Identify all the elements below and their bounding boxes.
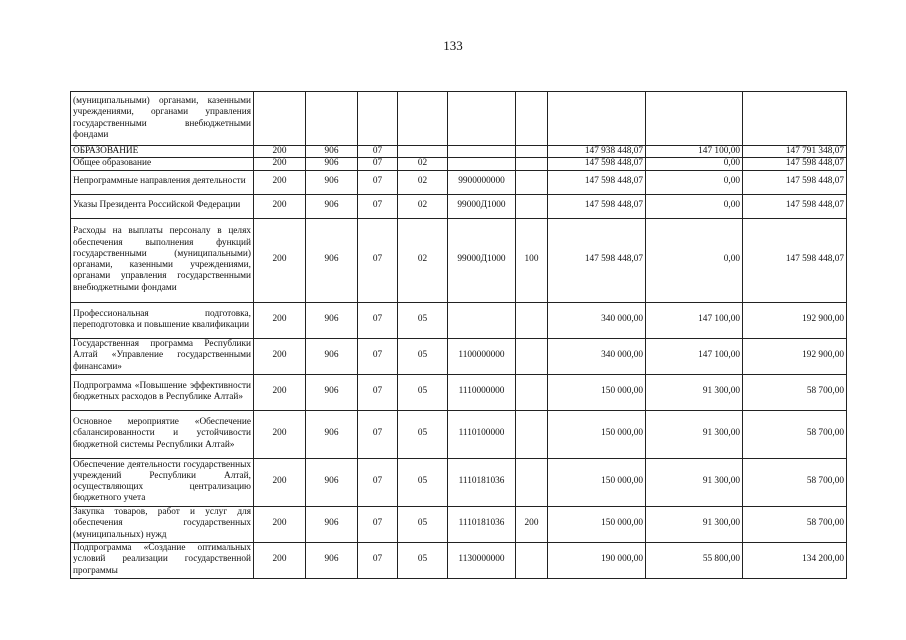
subsection-code: 02 <box>398 218 448 302</box>
expense-type-code <box>516 374 548 410</box>
row-name: Подпрограмма «Создание оптимальных условий реализации государственной программы <box>71 542 254 578</box>
admin-code: 200 <box>254 158 306 170</box>
department-code: 906 <box>306 158 358 170</box>
amount-3: 58 700,00 <box>743 374 847 410</box>
amount-total: 147 938 448,07 <box>548 146 646 158</box>
admin-code: 200 <box>254 506 306 542</box>
department-code: 906 <box>306 170 358 194</box>
amount-2: 91 300,00 <box>646 458 743 506</box>
subsection-code: 05 <box>398 542 448 578</box>
expense-type-code <box>516 146 548 158</box>
amount-2: 91 300,00 <box>646 410 743 458</box>
row-name: Общее образование <box>71 158 254 170</box>
admin-code: 200 <box>254 146 306 158</box>
amount-total: 340 000,00 <box>548 338 646 374</box>
section-code: 07 <box>358 542 398 578</box>
target-article-code: 1110181036 <box>448 458 516 506</box>
department-code: 906 <box>306 302 358 338</box>
table-body <box>71 92 847 579</box>
expense-type-code <box>516 92 548 146</box>
section-code: 07 <box>358 374 398 410</box>
page-number: 133 <box>443 38 463 53</box>
row-name: Непрограммные направления деятельности <box>71 170 254 194</box>
row-name: Указы Президента Российской Федерации <box>71 194 254 218</box>
target-article-code: 1110100000 <box>448 410 516 458</box>
subsection-code: 05 <box>398 302 448 338</box>
amount-total: 147 598 448,07 <box>548 170 646 194</box>
admin-code: 200 <box>254 542 306 578</box>
subsection-code: 05 <box>398 410 448 458</box>
expense-type-code <box>516 410 548 458</box>
subsection-code <box>398 146 448 158</box>
expense-type-code <box>516 542 548 578</box>
amount-3: 192 900,00 <box>743 338 847 374</box>
section-code <box>358 92 398 146</box>
target-article-code <box>448 302 516 338</box>
amount-2: 147 100,00 <box>646 146 743 158</box>
section-code: 07 <box>358 194 398 218</box>
subsection-code: 05 <box>398 374 448 410</box>
amount-total: 147 598 448,07 <box>548 194 646 218</box>
target-article-code <box>448 158 516 170</box>
target-article-code: 99000Д1000 <box>448 194 516 218</box>
admin-code: 200 <box>254 194 306 218</box>
target-article-code: 1100000000 <box>448 338 516 374</box>
target-article-code: 99000Д1000 <box>448 218 516 302</box>
department-code: 906 <box>306 374 358 410</box>
expense-type-code <box>516 194 548 218</box>
row-name: Расходы на выплаты персоналу в целях обеспечения выполнения функций государственными (муниципальными) органами, казенными учреждениями, органами управления государственными внебюджетными фондами <box>71 218 254 302</box>
amount-2 <box>646 92 743 146</box>
admin-code: 200 <box>254 410 306 458</box>
table-row <box>71 218 847 302</box>
table-row <box>71 458 847 506</box>
subsection-code: 02 <box>398 158 448 170</box>
section-code: 07 <box>358 506 398 542</box>
amount-total: 340 000,00 <box>548 302 646 338</box>
subsection-code <box>398 92 448 146</box>
admin-code: 200 <box>254 374 306 410</box>
table-row <box>71 410 847 458</box>
amount-2: 91 300,00 <box>646 374 743 410</box>
amount-3: 147 598 448,07 <box>743 194 847 218</box>
amount-3: 147 598 448,07 <box>743 218 847 302</box>
target-article-code: 9900000000 <box>448 170 516 194</box>
subsection-code: 05 <box>398 506 448 542</box>
department-code <box>306 92 358 146</box>
amount-2: 0,00 <box>646 158 743 170</box>
row-name: Закупка товаров, работ и услуг для обеспечения государственных (муниципальных) нужд <box>71 506 254 542</box>
row-name: Подпрограмма «Повышение эффективности бюджетных расходов в Республике Алтай» <box>71 374 254 410</box>
expense-type-code: 200 <box>516 506 548 542</box>
amount-total: 190 000,00 <box>548 542 646 578</box>
section-code: 07 <box>358 170 398 194</box>
amount-2: 147 100,00 <box>646 338 743 374</box>
subsection-code: 05 <box>398 458 448 506</box>
section-code: 07 <box>358 458 398 506</box>
expense-type-code: 100 <box>516 218 548 302</box>
amount-2: 147 100,00 <box>646 302 743 338</box>
subsection-code: 05 <box>398 338 448 374</box>
department-code: 906 <box>306 194 358 218</box>
row-name: ОБРАЗОВАНИЕ <box>71 146 254 158</box>
table-row <box>71 194 847 218</box>
expense-type-code <box>516 170 548 194</box>
amount-total: 147 598 448,07 <box>548 218 646 302</box>
expense-type-code <box>516 458 548 506</box>
row-name: (муниципальными) органами, казенными учреждениями, органами управления государственными внебюджетными фондами <box>71 92 254 146</box>
section-code: 07 <box>358 302 398 338</box>
amount-3: 58 700,00 <box>743 410 847 458</box>
expense-type-code <box>516 302 548 338</box>
row-name: Основное мероприятие «Обеспечение сбалансированности и устойчивости бюджетной системы Республики Алтай» <box>71 410 254 458</box>
amount-2: 0,00 <box>646 218 743 302</box>
table-row <box>71 338 847 374</box>
section-code: 07 <box>358 158 398 170</box>
amount-2: 55 800,00 <box>646 542 743 578</box>
target-article-code <box>448 92 516 146</box>
amount-total: 150 000,00 <box>548 506 646 542</box>
amount-3: 58 700,00 <box>743 458 847 506</box>
table-row <box>71 92 847 146</box>
section-code: 07 <box>358 338 398 374</box>
expense-type-code <box>516 338 548 374</box>
department-code: 906 <box>306 218 358 302</box>
subsection-code: 02 <box>398 194 448 218</box>
row-name: Обеспечение деятельности государственных учреждений Республики Алтай, осуществляющих централизацию бюджетного учета <box>71 458 254 506</box>
amount-2: 91 300,00 <box>646 506 743 542</box>
amount-3: 147 598 448,07 <box>743 158 847 170</box>
department-code: 906 <box>306 410 358 458</box>
amount-total: 150 000,00 <box>548 374 646 410</box>
admin-code: 200 <box>254 302 306 338</box>
amount-2: 0,00 <box>646 170 743 194</box>
amount-total <box>548 92 646 146</box>
admin-code: 200 <box>254 338 306 374</box>
section-code: 07 <box>358 218 398 302</box>
amount-2: 0,00 <box>646 194 743 218</box>
amount-3: 134 200,00 <box>743 542 847 578</box>
table-row <box>71 170 847 194</box>
amount-3: 147 791 348,07 <box>743 146 847 158</box>
amount-3: 58 700,00 <box>743 506 847 542</box>
target-article-code: 1110000000 <box>448 374 516 410</box>
subsection-code: 02 <box>398 170 448 194</box>
table-row <box>71 158 847 170</box>
table-row <box>71 302 847 338</box>
admin-code: 200 <box>254 458 306 506</box>
department-code: 906 <box>306 542 358 578</box>
department-code: 906 <box>306 506 358 542</box>
amount-3: 192 900,00 <box>743 302 847 338</box>
department-code: 906 <box>306 338 358 374</box>
table-row <box>71 146 847 158</box>
amount-total: 150 000,00 <box>548 410 646 458</box>
row-name: Государственная программа Республики Алтай «Управление государственными финансами» <box>71 338 254 374</box>
target-article-code: 1110181036 <box>448 506 516 542</box>
amount-3 <box>743 92 847 146</box>
row-name: Профессиональная подготовка, переподготовка и повышение квалификации <box>71 302 254 338</box>
department-code: 906 <box>306 146 358 158</box>
section-code: 07 <box>358 410 398 458</box>
table-row <box>71 506 847 542</box>
table-row <box>71 374 847 410</box>
admin-code: 200 <box>254 170 306 194</box>
department-code: 906 <box>306 458 358 506</box>
amount-total: 150 000,00 <box>548 458 646 506</box>
amount-3: 147 598 448,07 <box>743 170 847 194</box>
admin-code <box>254 92 306 146</box>
amount-total: 147 598 448,07 <box>548 158 646 170</box>
admin-code: 200 <box>254 218 306 302</box>
target-article-code <box>448 146 516 158</box>
budget-table <box>70 91 847 579</box>
expense-type-code <box>516 158 548 170</box>
section-code: 07 <box>358 146 398 158</box>
table-row <box>71 542 847 578</box>
target-article-code: 1130000000 <box>448 542 516 578</box>
